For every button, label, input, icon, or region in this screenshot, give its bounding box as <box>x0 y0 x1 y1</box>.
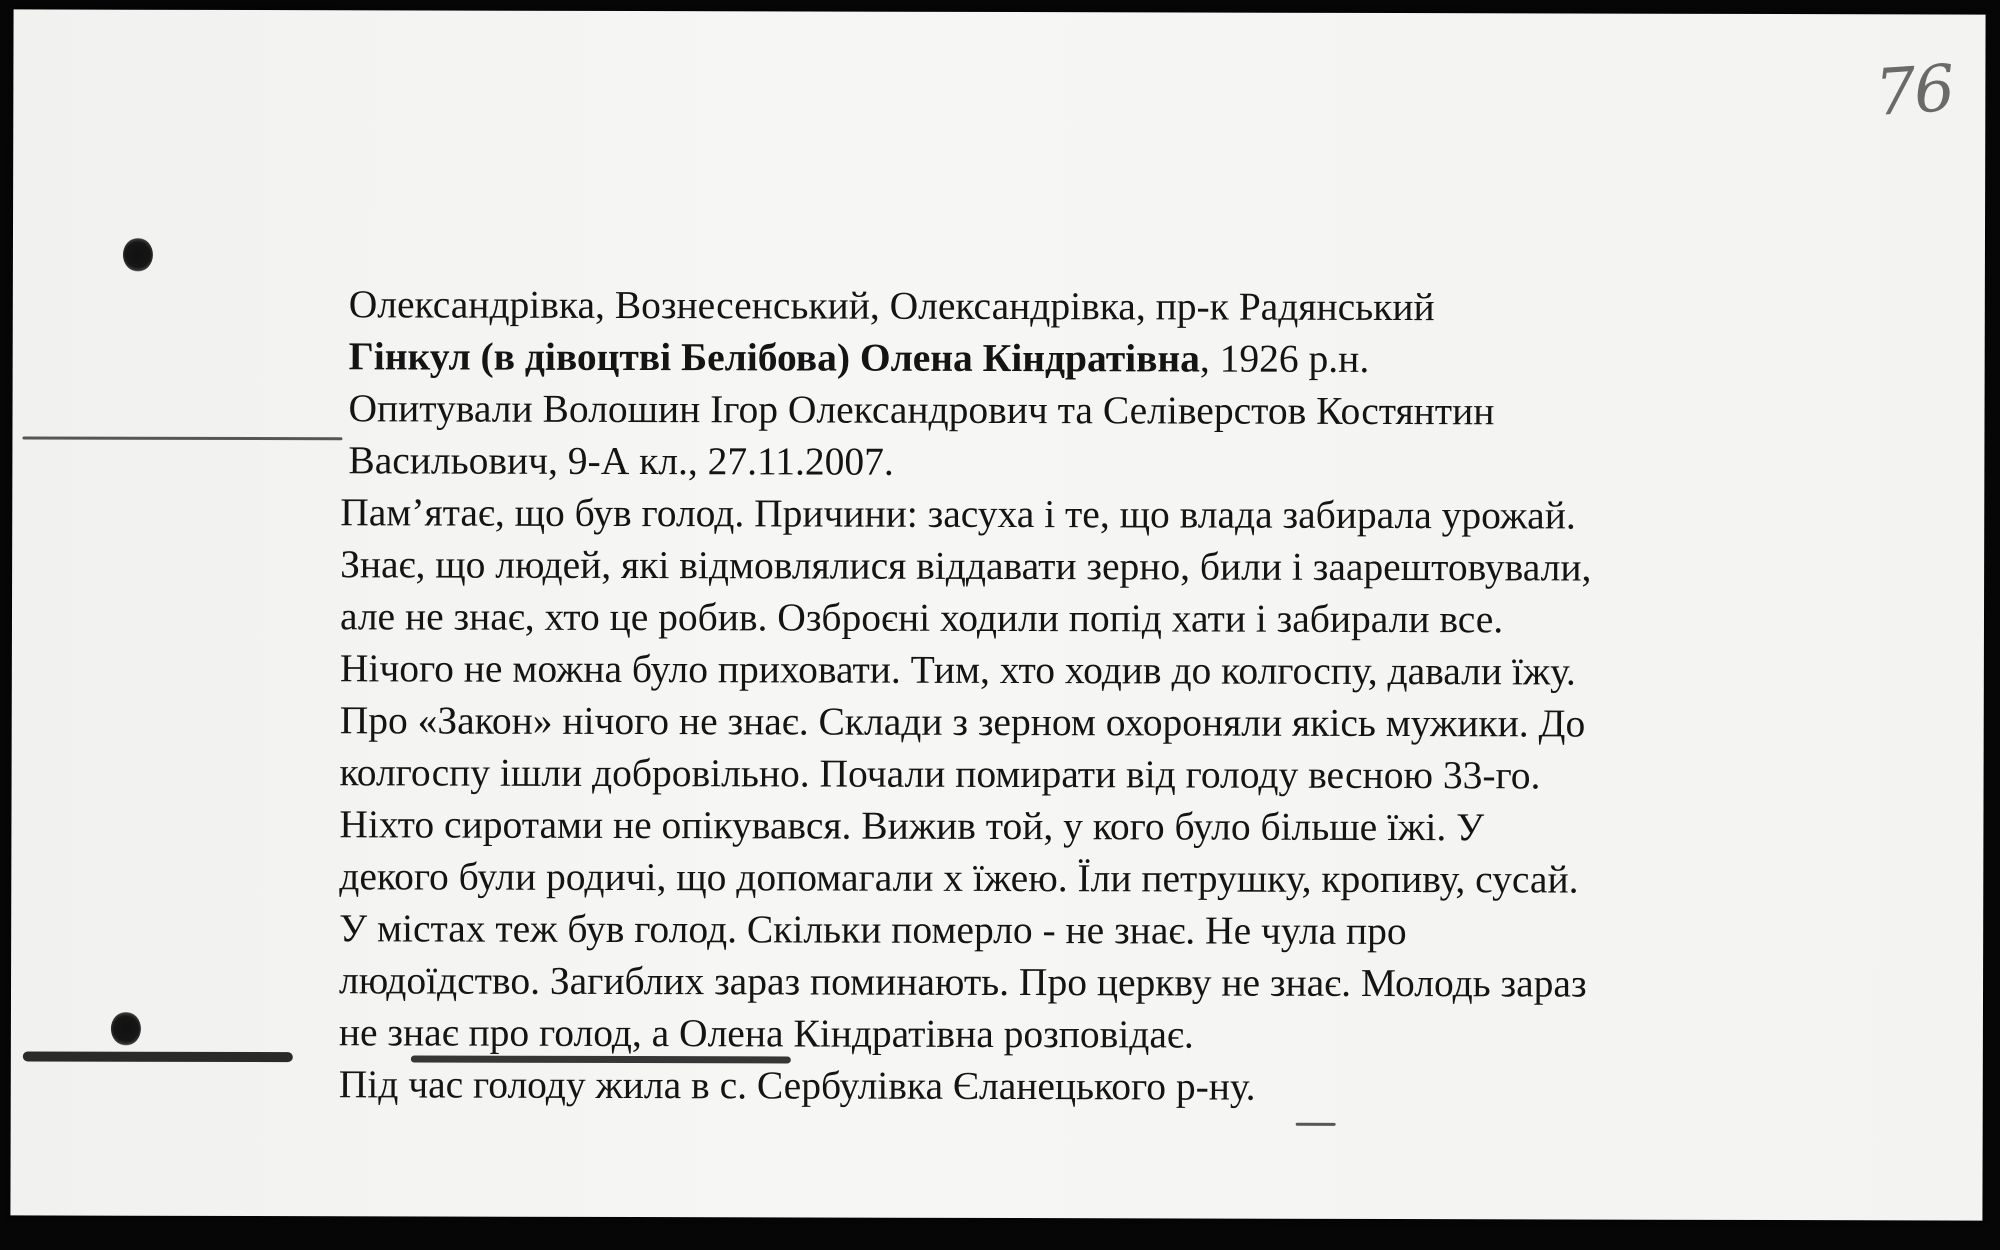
respondent-line <box>349 330 1841 386</box>
interviewers-line: Опитували Волошин Ігор Олександрович та Селіверстов Костянтин <box>348 386 1495 434</box>
body-line: Ніхто сиротами не опікувався. Вижив той, у кого було більше їжі. У <box>339 802 1485 850</box>
respondent-name: Гінкул (в дівоцтві Белібова) Олена Кіндратівна <box>348 334 1201 381</box>
location-line: Олександрівка, Вознесенський, Олександрівка, пр-к Радянський <box>348 282 1435 330</box>
body-line: не знає про голод, а Олена Кіндратівна розповідає. <box>338 1010 1194 1057</box>
birth-year: , 1926 р.н. <box>1199 336 1370 381</box>
document-text <box>339 278 1841 1114</box>
body-line: колгоспу ішли добровільно. Почали помирати від голоду весною 33-го. <box>339 750 1541 798</box>
body-line: але не знає, хто це робив. Озброєні ходили попід хати і забирали все. <box>339 594 1504 642</box>
body-line: декого були родичі, що допомагали х їжею. Їли петрушку, кропиву, сусай. <box>339 854 1579 902</box>
interviewers-line: Васильович, 9-А кл., 27.11.2007. <box>348 438 894 484</box>
ink-smudge <box>22 436 342 440</box>
body-line: Знає, що людей, які відмовлялися віддавати зерно, били і заарештовували, <box>340 542 1592 590</box>
body-line: У містах теж був голод. Скільки померло - не знає. Не чула про <box>339 906 1407 954</box>
body-line: Нічого не можна було приховати. Тим, хто ходив до колгоспу, давали їжу. <box>339 646 1576 694</box>
punch-hole-bottom <box>111 1012 141 1046</box>
document-sheet <box>10 9 1985 1220</box>
body-line: Пам’ятає, що був голод. Причини: засуха і те, що влада забирала урожай. <box>340 490 1576 538</box>
handwritten-page-number: 76 <box>1872 51 1956 131</box>
body-line: Під час голоду жила в с. Сербулівка Єланецького р-ну. <box>338 1062 1256 1109</box>
punch-hole-top <box>123 238 153 272</box>
ink-smudge <box>1296 1123 1336 1126</box>
body-line: людоїдство. Загиблих зараз поминають. Про церкву не знає. Молодь зараз <box>338 958 1587 1006</box>
ink-smudge <box>23 1051 293 1062</box>
body-line: Про «Закон» нічого не знає. Склади з зерном охороняли якісь мужики. До <box>339 698 1586 746</box>
